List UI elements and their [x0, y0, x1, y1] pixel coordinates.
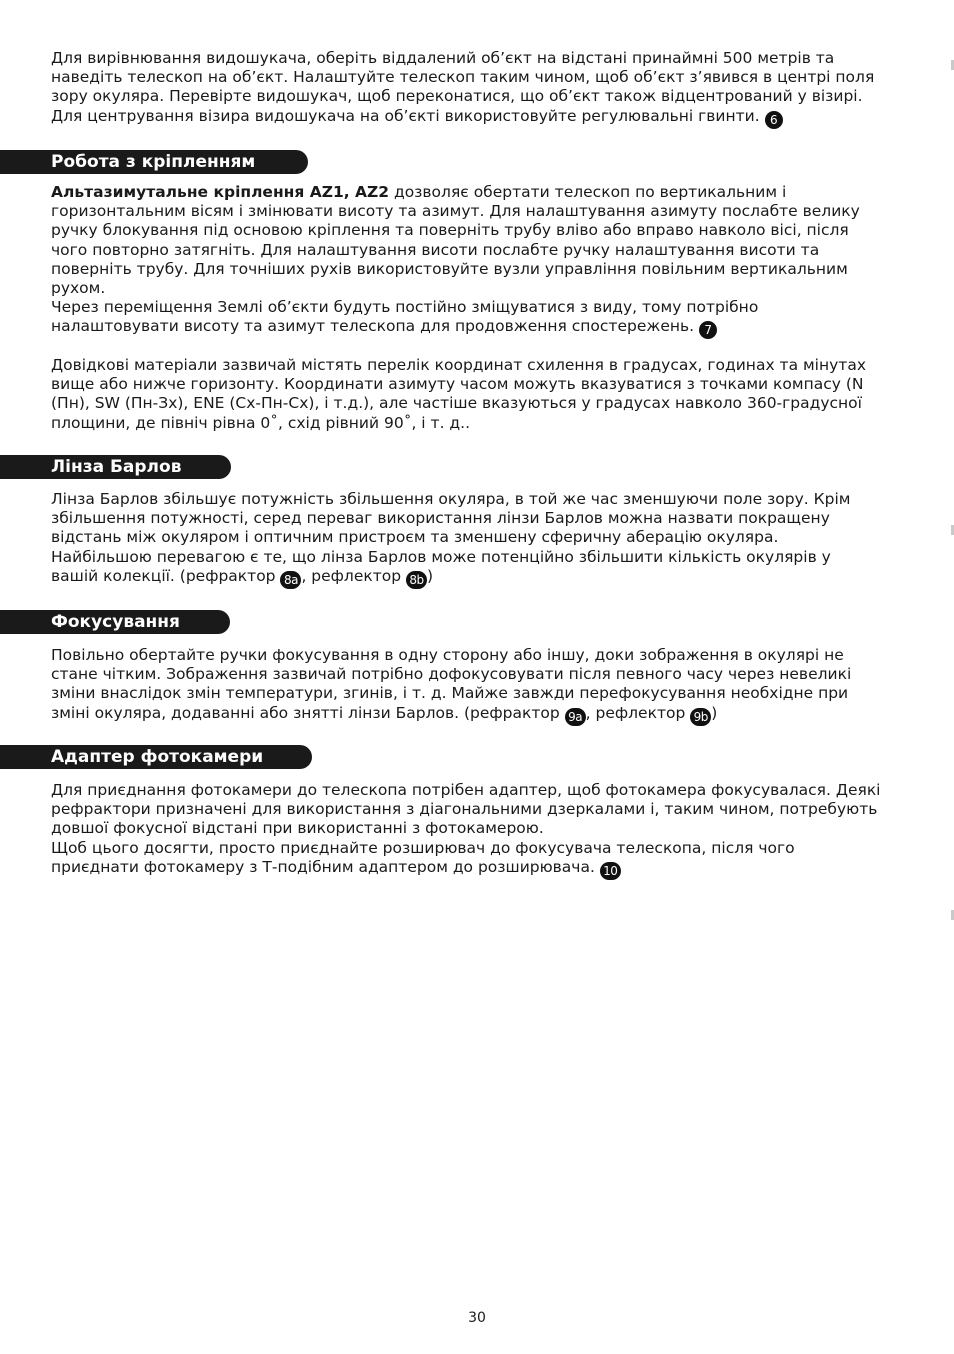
focus-line: Повільно обертайте ручки фокусування в одну сторону або іншу, доки зображення в окулярі не	[51, 646, 844, 664]
mount-line: вище або нижче горизонту. Координати азимуту часом можуть вказуватися з точками компасу (N	[51, 375, 864, 394]
figure-ref-badge: 10	[600, 862, 621, 880]
camera-line	[51, 858, 911, 880]
mount-line-text: налаштовувати висоту та азимут телескопа для продовження спостережень.	[51, 317, 695, 336]
mount-line	[51, 183, 911, 202]
intro-line-text: Для центрування візира видошукача на об’єкті використовуйте регулювальні гвинти.	[51, 106, 760, 125]
mount-line: чого повторно затягніть. Для налаштування висоти послабте ручку налаштування висоти та	[51, 240, 820, 259]
figure-ref-badge: 8b	[406, 571, 427, 589]
camera-line: довшої фокусної відстані при використанні з фотокамерою.	[51, 819, 544, 838]
mount-line: Через переміщення Землі об’єкти будуть постійно зміщуватися з виду, тому потрібно	[51, 298, 759, 317]
section-title: Фокусування	[51, 612, 180, 632]
section-title: Адаптер фотокамери	[51, 747, 264, 767]
mount-line: площини, де північ рівна 0˚, схід рівний 90˚, і т. д..	[51, 413, 470, 432]
mount-line: горизонтальним вісям і змінювати висоту та азимут. Для налаштування азимуту послабте велику	[51, 202, 860, 221]
figure-ref-badge: 9b	[690, 708, 711, 726]
camera-paragraph	[51, 781, 911, 880]
mount-line-rest: дозволяє обертати телескоп по вертикальним і	[389, 183, 787, 201]
focus-line: зміни внаслідок змін температури, згинів, і т. д. Майже завжди перефокусування необхідне при	[51, 684, 849, 703]
barlow-line: відстань між окуляром і оптичним пристроєм та зменшену сферичну аберацію окуляра.	[51, 528, 779, 547]
intro-line: наведіть телескоп на об’єкт. Налаштуйте телескоп таким чином, щоб об’єкт з’явився в центрі поля	[51, 68, 875, 87]
barlow-paragraph	[51, 490, 911, 589]
camera-line: рефрактори призначені для використання з діагональними дзеркалами і, таким чином, потребують	[51, 800, 878, 819]
camera-line: Щоб цього досягти, просто приєднайте розширювач до фокусувача телескопа, після чого	[51, 838, 795, 857]
figure-ref-badge: 7	[699, 321, 717, 339]
barlow-line-text: вашій колекції. (рефрактор	[51, 566, 281, 585]
barlow-line: збільшення потужності, серед переваг використання лінзи Барлов можна назвати покращену	[51, 509, 830, 528]
figure-ref-badge: 9a	[565, 708, 586, 726]
figure-ref-badge: 8a	[280, 571, 301, 589]
section-heading-mount	[0, 150, 308, 174]
intro-line	[51, 107, 911, 129]
section-heading-barlow	[0, 455, 231, 479]
section-title: Робота з кріпленням	[51, 152, 256, 172]
barlow-line	[51, 567, 911, 589]
focus-line-text: , рефлектор	[585, 703, 691, 722]
barlow-line: Лінза Барлов збільшує потужність збільшення окуляра, в той же час зменшуючи поле зору. Крім	[51, 490, 851, 508]
focus-paragraph	[51, 646, 911, 726]
mount-paragraph-2	[51, 356, 911, 433]
mount-line: Довідкові матеріали зазвичай містять перелік координат схилення в градусах, годинах та мінутах	[51, 356, 866, 374]
page-number: 30	[468, 1310, 486, 1326]
mount-line: рухом.	[51, 279, 106, 298]
section-heading-focus	[0, 610, 230, 634]
focus-line: стане чітким. Зображення зазвичай потрібно дофокусовувати після певного часу через невеликі	[51, 665, 852, 684]
figure-ref-badge: 6	[765, 111, 783, 129]
mount-line: ручку блокування під основою кріплення та поверніть трубу вліво або вправо навколо вісі, після	[51, 221, 849, 240]
focus-line-text: зміні окуляра, додаванні або знятті лінзи Барлов. (рефрактор	[51, 703, 565, 722]
barlow-line: Найбільшою перевагою є те, що лінза Барлов може потенційно збільшити кількість окулярів у	[51, 547, 831, 566]
camera-line: Для приєднання фотокамери до телескопа потрібен адаптер, щоб фотокамера фокусувалася. Деякі	[51, 781, 881, 799]
intro-line: Для вирівнювання видошукача, оберіть віддалений об’єкт на відстані принаймні 500 метрів та	[51, 49, 835, 67]
mount-line	[51, 317, 911, 339]
section-title: Лінза Барлов	[51, 457, 182, 477]
barlow-line-text: )	[427, 566, 434, 585]
focus-line	[51, 704, 911, 726]
section-heading-camera	[0, 745, 312, 769]
mount-paragraph	[51, 183, 911, 339]
focus-line-text: )	[711, 703, 718, 722]
camera-line-text: приєднати фотокамеру з Т-подібним адаптером до розширювача.	[51, 857, 600, 876]
mount-line: поверніть трубу. Для точніших рухів використовуйте вузли управління повільним вертикальним	[51, 259, 848, 278]
intro-paragraph	[51, 49, 911, 129]
barlow-line-text: , рефлектор	[301, 566, 407, 585]
mount-line: (Пн), SW (Пн-Зх), ENE (Сх-Пн-Сх), і т.д.), але частіше вказуються у градусах навколо 360-градусної	[51, 394, 862, 413]
bold-lead: Альтазимутальне кріплення AZ1, AZ2	[51, 183, 390, 201]
intro-line: зору окуляра. Перевірте видошукач, щоб переконатися, що об’єкт також відцентрований у візирі.	[51, 87, 863, 106]
